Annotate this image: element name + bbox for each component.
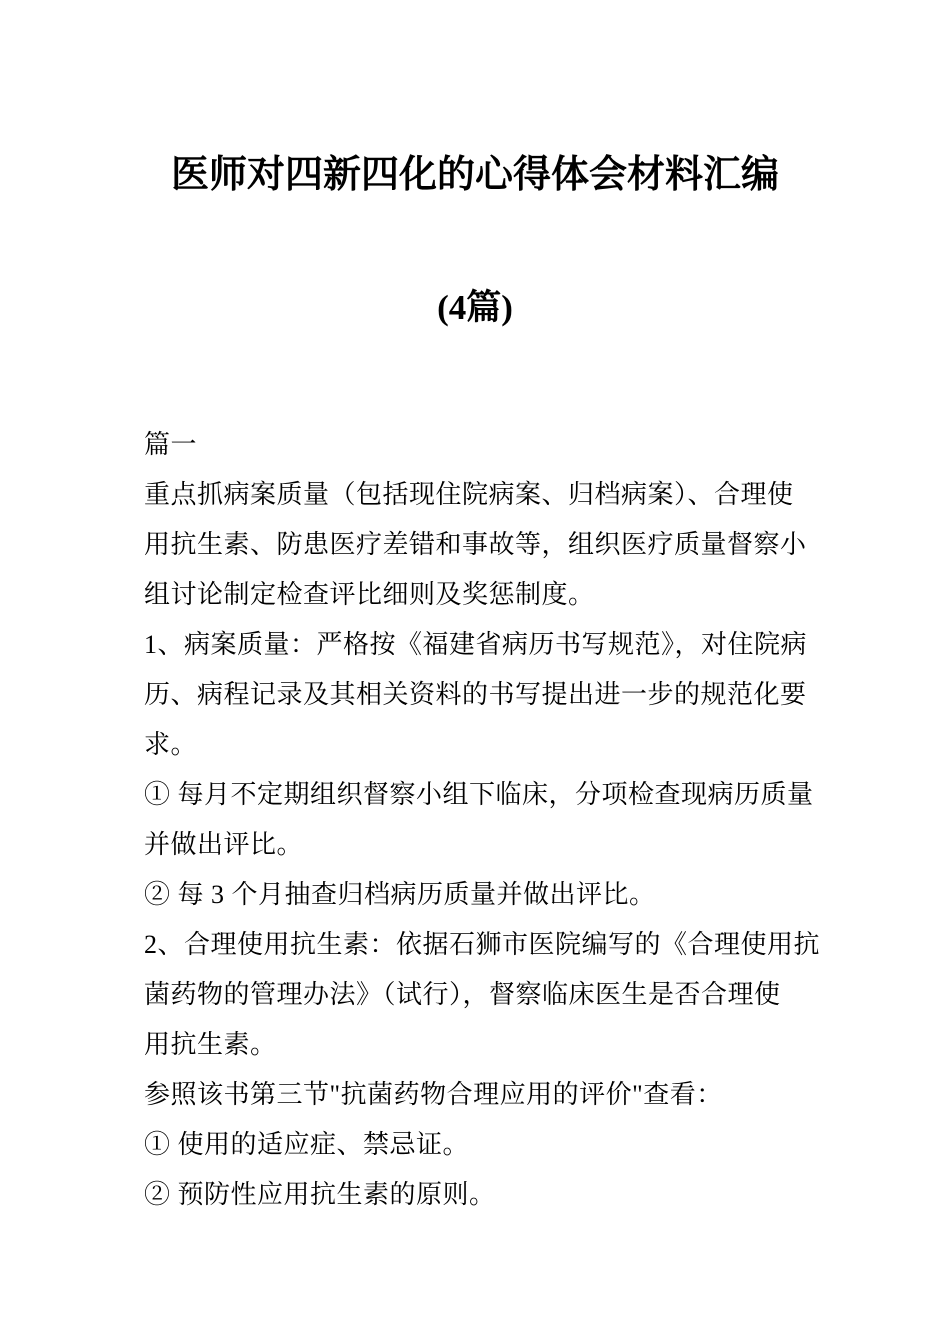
text-line-circled-1: ① 每月不定期组织督察小组下临床，分项检查现病历质量 — [144, 780, 814, 809]
text-line: 求。 — [144, 730, 198, 759]
text-line: 组讨论制定检查评比细则及奖惩制度。 — [144, 580, 595, 609]
text-line-item-1: 1、病案质量：严格按《福建省病历书写规范》，对住院病 — [144, 630, 808, 659]
document-body — [144, 420, 824, 1220]
text-line: 参照该书第三节"抗菌药物合理应用的评价"查看： — [144, 1080, 723, 1109]
text-line-circled-2: ② 每 3 个月抽查归档病历质量并做出评比。 — [144, 880, 656, 909]
text-line: 历、病程记录及其相关资料的书写提出进一步的规范化要 — [144, 680, 807, 709]
text-line-item-2: 2、合理使用抗生素：依据石狮市医院编写的《合理使用抗 — [144, 930, 821, 959]
text-line: 用抗生素、防患医疗差错和事故等，组织医疗质量督察小 — [144, 530, 807, 559]
document-title: 医师对四新四化的心得体会材料汇编 — [170, 154, 779, 196]
text-line-circled-1b: ① 使用的适应症、禁忌证。 — [144, 1130, 470, 1159]
text-line: 菌药物的管理办法》（试行），督察临床医生是否合理使 — [144, 980, 781, 1009]
document-subtitle: (4篇) — [437, 288, 513, 327]
text-line: 用抗生素。 — [144, 1030, 277, 1059]
text-line: 重点抓病案质量（包括现住院病案、归档病案）、合理使 — [144, 480, 794, 509]
text-line-section-heading: 篇一 — [144, 430, 198, 459]
text-line-circled-2b: ② 预防性应用抗生素的原则。 — [144, 1180, 496, 1209]
text-line: 并做出评比。 — [144, 830, 304, 859]
